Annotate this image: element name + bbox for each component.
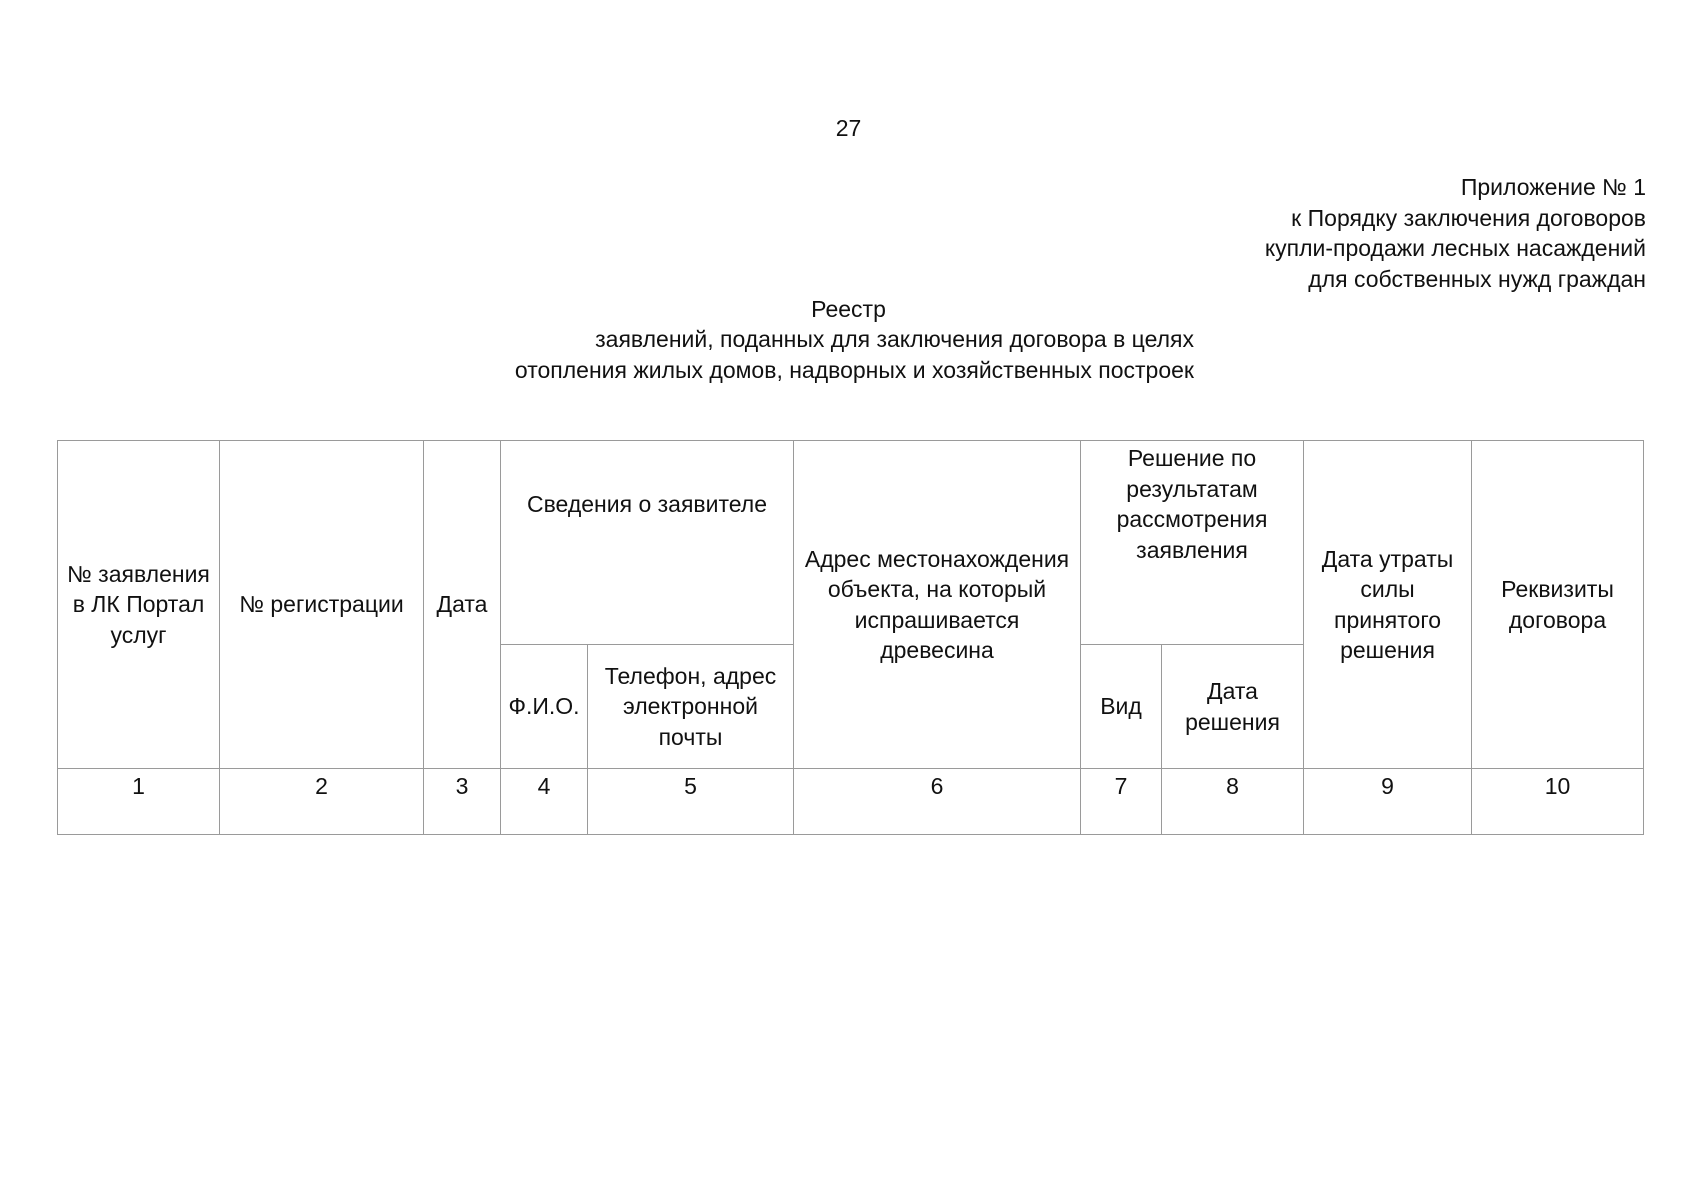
register-subtitle-line: заявлений, поданных для заключения договора в целях — [595, 326, 1194, 352]
column-number: 2 — [220, 769, 424, 835]
page-number: 27 — [835, 115, 862, 141]
column-number: 3 — [424, 769, 501, 835]
header-applicant-info: Сведения о заявителе — [501, 441, 794, 645]
header-application-number: № заявления в ЛК Портал услуг — [58, 441, 220, 769]
register-title: Реестр — [811, 296, 886, 322]
column-number: 10 — [1472, 769, 1644, 835]
header-applicant-contacts: Телефон, адрес электронной почты — [588, 645, 794, 769]
header-decision: Решение по результатам рассмотрения заявления — [1081, 441, 1304, 645]
appendix-line: к Порядку заключения договоров — [1291, 204, 1646, 231]
register-subtitle — [414, 324, 1194, 385]
column-number: 4 — [501, 769, 588, 835]
appendix-caption — [1265, 172, 1646, 294]
header-applicant-fio: Ф.И.О. — [501, 645, 588, 769]
column-number: 9 — [1304, 769, 1472, 835]
column-number: 7 — [1081, 769, 1162, 835]
column-number: 8 — [1162, 769, 1304, 835]
header-expiry-date: Дата утраты силы принятого решения — [1304, 441, 1472, 769]
column-number: 1 — [58, 769, 220, 835]
header-contract-details: Реквизиты договора — [1472, 441, 1644, 769]
appendix-line: для собственных нужд граждан — [1308, 265, 1646, 292]
appendix-line: Приложение № 1 — [1460, 174, 1646, 200]
appendix-line: купли-продажи лесных насаждений — [1264, 235, 1646, 261]
register-subtitle-line: отопления жилых домов, надворных и хозяйственных построек — [514, 356, 1194, 383]
registry-table — [57, 440, 1644, 835]
header-decision-date: Дата решения — [1162, 645, 1304, 769]
header-row — [58, 441, 1644, 645]
column-number: 5 — [588, 769, 794, 835]
column-number: 6 — [794, 769, 1081, 835]
column-number-row — [58, 769, 1644, 835]
header-decision-type: Вид — [1081, 645, 1162, 769]
header-registration-number: № регистрации — [220, 441, 424, 769]
header-date: Дата — [424, 441, 501, 769]
header-object-address: Адрес местонахождения объекта, на который испрашивается древесина — [794, 441, 1081, 769]
